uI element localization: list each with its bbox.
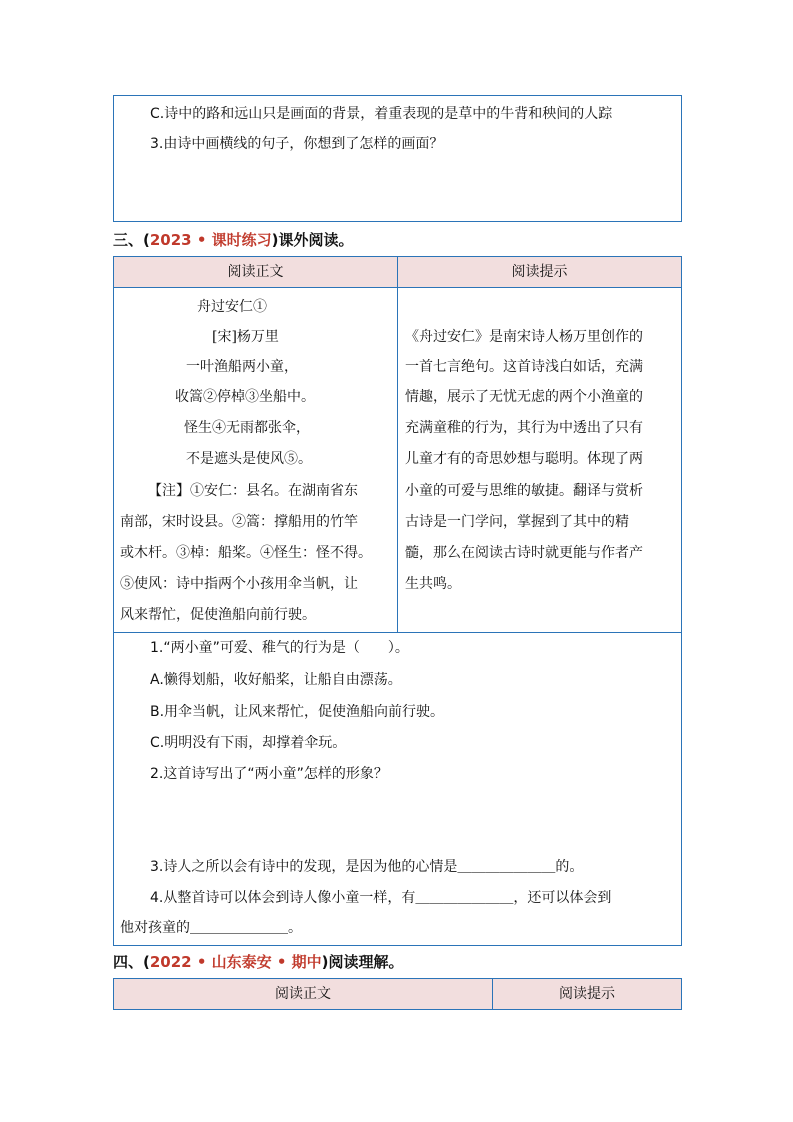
- section-4-heading: [113, 952, 404, 972]
- section-3-header-right: 阅读提示: [397, 256, 682, 288]
- section-3-header-left: 阅读正文: [113, 256, 398, 288]
- section-3-divider: [113, 632, 682, 633]
- option-c: C.明明没有下雨，却撑着伞玩。: [150, 735, 347, 751]
- section-4-suffix: )阅读理解。: [321, 953, 404, 971]
- section-4-prefix: 四、(: [113, 953, 150, 971]
- section-4-source: 2022 • 山东泰安 • 期中: [149, 953, 322, 971]
- section-3-heading: [113, 230, 354, 250]
- tip-line-5: 儿童才有的奇思妙想与聪明。体现了两: [405, 451, 643, 467]
- question-3: 3.诗人之所以会有诗中的发现，是因为他的心情是＿＿＿＿＿＿＿的。: [150, 859, 584, 875]
- tip-line-6: 小童的可爱与思维的敏捷。翻译与赏析: [405, 483, 643, 499]
- option-b: B.用伞当帆，让风来帮忙，促使渔船向前行驶。: [150, 704, 445, 720]
- question-2: 2.这首诗写出了“两小童”怎样的形象？: [150, 766, 388, 782]
- tip-line-4: 充满童稚的行为，其行为中透出了只有: [405, 420, 643, 436]
- question-4-line-1: 4.从整首诗可以体会到诗人像小童一样，有＿＿＿＿＿＿＿，还可以体会到: [150, 890, 612, 906]
- notes-line-4: ⑤使风：诗中指两个小孩用伞当帆，让: [120, 576, 358, 592]
- poem-line-2: 收篙②停棹③坐船中。: [175, 389, 315, 405]
- section-4-header-left: 阅读正文: [113, 978, 493, 1010]
- question-3-line: 3.由诗中画横线的句子，你想到了怎样的画面？: [150, 136, 444, 152]
- notes-line-3: 或木杆。③棹：船桨。④怪生：怪不得。: [120, 545, 372, 561]
- tip-line-1: 《舟过安仁》是南宋诗人杨万里创作的: [405, 329, 643, 345]
- tip-line-3: 情趣，展示了无忧无虑的两个小渔童的: [405, 389, 643, 405]
- poem-line-3: 怪生④无雨都张伞，: [184, 420, 310, 436]
- poem-author: [宋]杨万里: [212, 329, 279, 345]
- tip-line-9: 生共鸣。: [405, 576, 461, 592]
- section-4-header-right: 阅读提示: [492, 978, 682, 1010]
- poem-line-1: 一叶渔船两小童，: [186, 359, 298, 375]
- section-3-column-divider: [397, 287, 398, 633]
- question-1: 1.“两小童”可爱、稚气的行为是（ ）。: [150, 640, 409, 656]
- section-3-source: 2023 • 课时练习: [149, 231, 272, 249]
- poem-title: 舟过安仁①: [197, 299, 267, 315]
- tip-line-2: 一首七言绝句。这首诗浅白如话，充满: [405, 359, 643, 375]
- section-3-prefix: 三、(: [113, 231, 150, 249]
- poem-line-4: 不是遮头是使风⑤。: [186, 451, 312, 467]
- notes-line-2: 南部，宋时设县。②篙：撑船用的竹竿: [120, 514, 358, 530]
- section-3-suffix: )课外阅读。: [271, 231, 354, 249]
- option-a: A.懒得划船，收好船桨，让船自由漂荡。: [150, 672, 402, 688]
- option-c-line: C.诗中的路和远山只是画面的背景，着重表现的是草中的牛背和秧间的人踪: [150, 106, 613, 122]
- tip-line-7: 古诗是一门学问，掌握到了其中的精: [405, 514, 629, 530]
- tip-line-8: 髓，那么在阅读古诗时就更能与作者产: [405, 545, 643, 561]
- notes-line-5: 风来帮忙，促使渔船向前行驶。: [120, 607, 316, 623]
- notes-line-1: 【注】①安仁：县名。在湖南省东: [148, 483, 358, 499]
- question-4-line-2: 他对孩童的＿＿＿＿＿＿＿。: [120, 920, 302, 936]
